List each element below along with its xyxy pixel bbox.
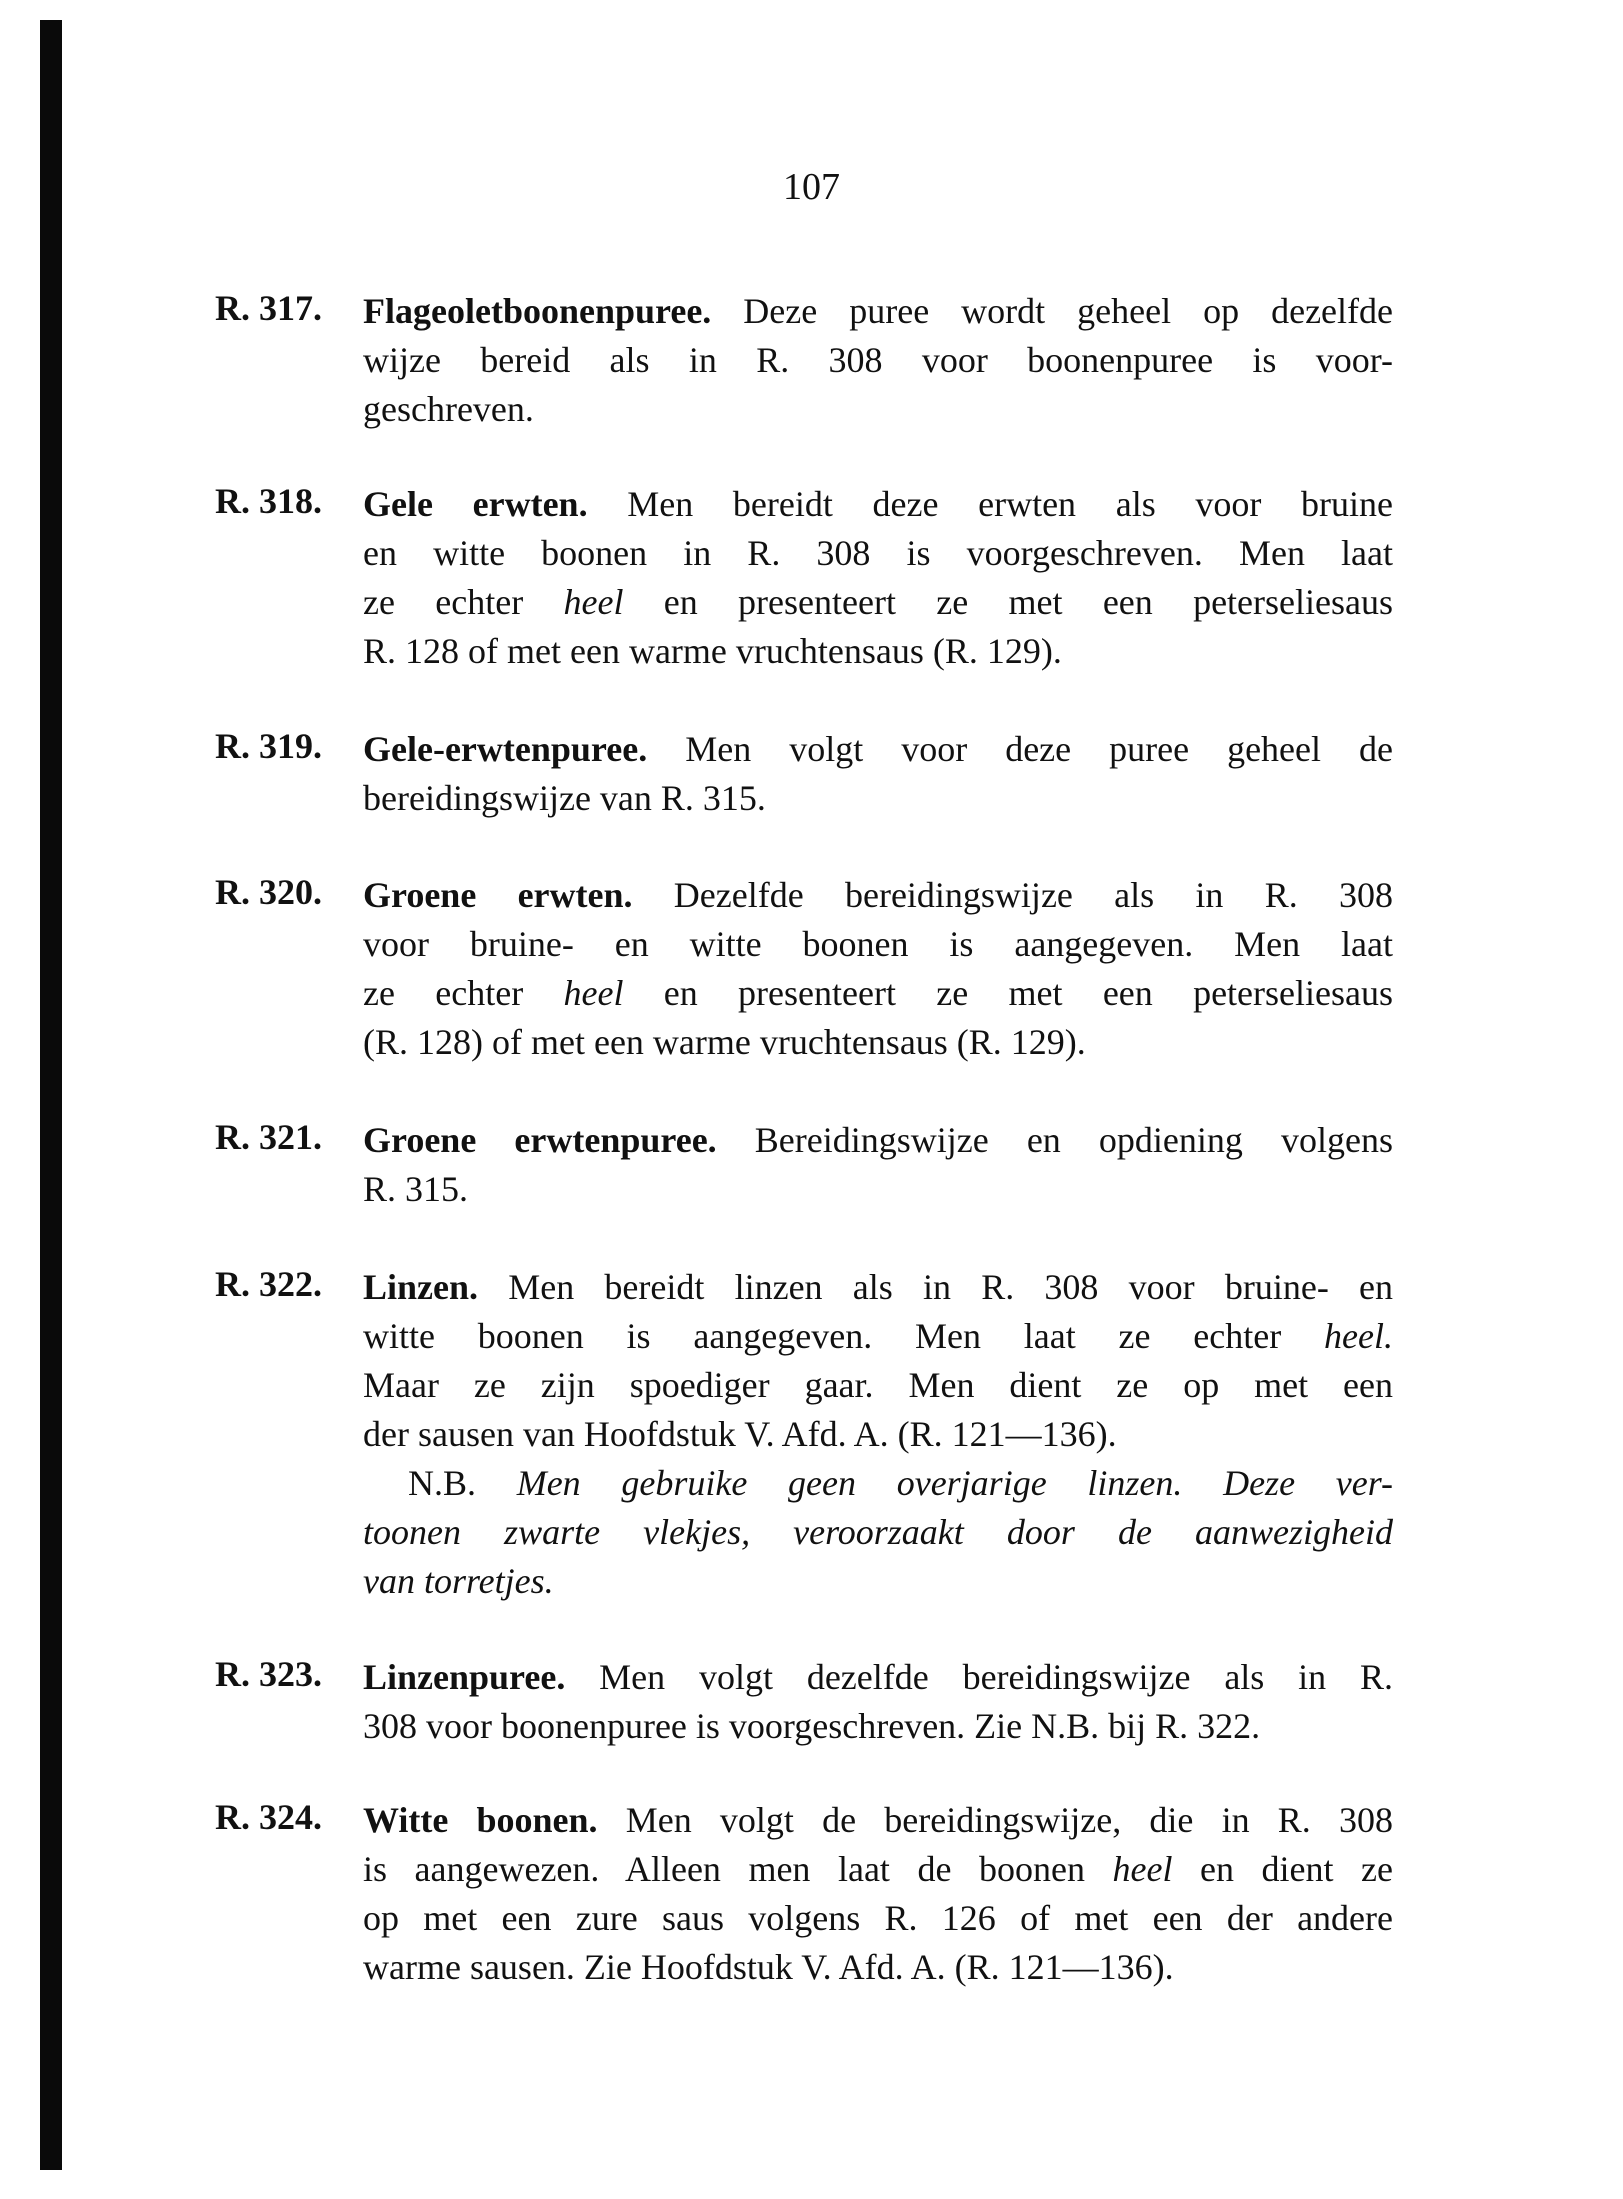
body-text: is aangewezen. Alleen men laat de boonen (363, 1849, 1113, 1889)
recipe-title: Gele erwten. (363, 484, 588, 524)
emphasis-text: Men gebruike geen overjarige linzen. Deze ver- (516, 1463, 1393, 1503)
text-line (363, 1894, 1393, 1943)
text-line (363, 1702, 1393, 1751)
emphasis-text: van torretjes. (363, 1561, 554, 1601)
recipe-text (363, 1116, 1393, 1214)
body-text: Men volgt voor deze puree geheel de (647, 729, 1393, 769)
text-line (363, 1410, 1393, 1459)
emphasis-text: heel (1112, 1849, 1173, 1889)
body-text: Men volgt dezelfde bereidingswijze als in R. (565, 1657, 1393, 1697)
body-text: Men volgt de bereidingswijze, die in R. 308 (597, 1800, 1393, 1840)
recipe-number: R. 319. (215, 726, 322, 766)
text-line (363, 920, 1393, 969)
recipe-title: Groene erwtenpuree. (363, 1120, 717, 1160)
body-text: Dezelfde bereidingswijze als in R. 308 (632, 875, 1393, 915)
body-text: ze echter (363, 582, 564, 622)
text-line (363, 1557, 1393, 1606)
text-line (363, 1943, 1393, 1992)
body-text: Deze puree wordt geheel op dezelfde (711, 291, 1393, 331)
text-line (363, 1845, 1393, 1894)
text-line (363, 1165, 1393, 1214)
body-text: R. 128 of met een warme vruchtensaus (R. 129). (363, 631, 1062, 671)
body-text: Maar ze zijn spoediger gaar. Men dient ze op met een (363, 1365, 1393, 1405)
text-line (363, 871, 1393, 920)
text-line (363, 385, 1393, 434)
recipe-text (363, 1653, 1393, 1751)
body-text: en presenteert ze met een peterseliesaus (623, 973, 1393, 1013)
recipe-number: R. 324. (215, 1797, 322, 1837)
recipe-title: Linzenpuree. (363, 1657, 566, 1697)
text-line (363, 1263, 1393, 1312)
recipe-text (363, 871, 1393, 1067)
text-line (363, 1116, 1393, 1165)
body-text: der sausen van Hoofdstuk V. Afd. A. (R. 121—136). (363, 1414, 1117, 1454)
recipe-title: Groene erwten. (363, 875, 633, 915)
recipe-title: Gele-erwtenpuree. (363, 729, 648, 769)
recipe-title: Linzen. (363, 1267, 479, 1307)
recipe-title: Flageoletboonenpuree. (363, 291, 712, 331)
recipe-text (363, 725, 1393, 823)
recipe-text (363, 1796, 1393, 1992)
emphasis-text: heel. (1324, 1316, 1393, 1356)
text-line (363, 969, 1393, 1018)
body-text: witte boonen is aangegeven. Men laat ze echter (363, 1316, 1325, 1356)
recipe-number: R. 320. (215, 872, 322, 912)
body-text: en presenteert ze met een peterseliesaus (623, 582, 1393, 622)
text-line (363, 1508, 1393, 1557)
recipe-number: R. 323. (215, 1654, 322, 1694)
text-line (363, 1018, 1393, 1067)
body-text: en dient ze (1172, 1849, 1393, 1889)
body-text: voor bruine- en witte boonen is aangegeven. Men laat (363, 924, 1393, 964)
text-line (363, 1796, 1393, 1845)
page-number: 107 (783, 166, 840, 208)
recipe-number: R. 318. (215, 481, 322, 521)
emphasis-text: toonen zwarte vlekjes, veroorzaakt door de aanwezigheid (363, 1512, 1393, 1552)
text-line (363, 578, 1393, 627)
body-text: op met een zure saus volgens R. 126 of met een der andere (363, 1898, 1393, 1938)
body-text: R. 315. (363, 1169, 469, 1209)
text-line (363, 1459, 1393, 1508)
recipe-number: R. 321. (215, 1117, 322, 1157)
body-text: wijze bereid als in R. 308 voor boonenpuree is voor- (363, 340, 1393, 380)
text-line (363, 336, 1393, 385)
body-text: geschreven. (363, 389, 534, 429)
text-line (363, 1361, 1393, 1410)
body-text: en witte boonen in R. 308 is voorgeschreven. Men laat (363, 533, 1393, 573)
body-text: Bereidingswijze en opdiening volgens (716, 1120, 1393, 1160)
body-text: ze echter (363, 973, 564, 1013)
recipe-text (363, 1263, 1393, 1606)
text-line (363, 1653, 1393, 1702)
text-line (363, 774, 1393, 823)
text-line (363, 480, 1393, 529)
book-spine-edge (40, 20, 62, 2170)
recipe-number: R. 322. (215, 1264, 322, 1304)
emphasis-text: heel (563, 973, 624, 1013)
text-line (363, 287, 1393, 336)
text-line (363, 529, 1393, 578)
text-line (363, 1312, 1393, 1361)
recipe-text (363, 480, 1393, 676)
recipe-title: Witte boonen. (363, 1800, 598, 1840)
body-text: (R. 128) of met een warme vruchtensaus (R. 129). (363, 1022, 1086, 1062)
text-line (363, 627, 1393, 676)
recipe-text (363, 287, 1393, 434)
body-text: Men bereidt deze erwten als voor bruine (587, 484, 1394, 524)
recipe-number: R. 317. (215, 288, 322, 328)
body-text: N.B. (408, 1463, 517, 1503)
text-line (363, 725, 1393, 774)
body-text: 308 voor boonenpuree is voorgeschreven. Zie N.B. bij R. 322. (363, 1706, 1261, 1746)
body-text: bereidingswijze van R. 315. (363, 778, 766, 818)
body-text: warme sausen. Zie Hoofdstuk V. Afd. A. (R. 121—136). (363, 1947, 1174, 1987)
emphasis-text: heel (563, 582, 624, 622)
body-text: Men bereidt linzen als in R. 308 voor bruine- en (478, 1267, 1393, 1307)
